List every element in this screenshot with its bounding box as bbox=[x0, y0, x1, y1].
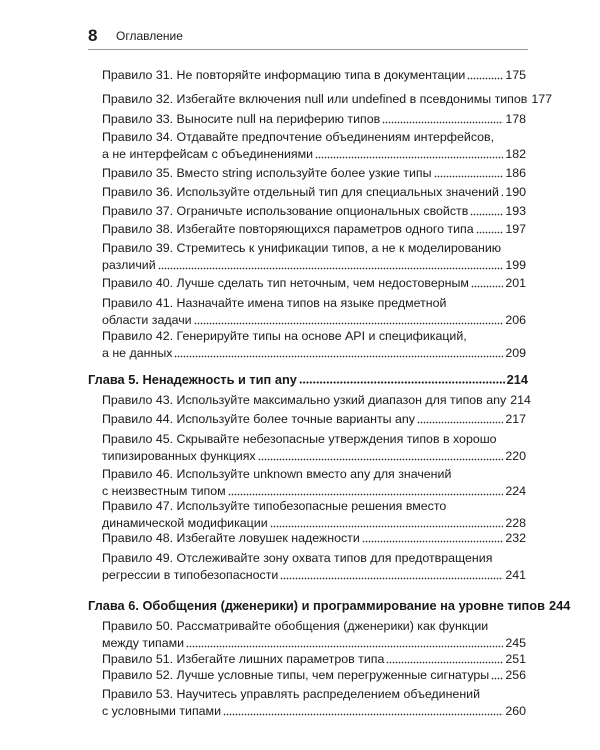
dot-leader bbox=[362, 540, 504, 543]
toc-entry-text: Правило 48. Избегайте ловушек надежности bbox=[102, 531, 360, 545]
toc-entry-text: с неизвестным типом bbox=[102, 484, 226, 498]
toc-page-number: 224 bbox=[505, 484, 526, 498]
toc-rule-entry[interactable] bbox=[102, 203, 526, 220]
toc-rule-entry[interactable] bbox=[102, 667, 526, 684]
dot-leader bbox=[228, 493, 504, 496]
toc-rule-entry[interactable] bbox=[102, 295, 526, 329]
toc-entry-text: Правило 36. Используйте отдельный тип для специальных значений bbox=[102, 185, 499, 199]
toc-entry-text: Правило 51. Избегайте лишних параметров типа bbox=[102, 652, 385, 666]
toc-entry-text: Правило 33. Выносите null на периферию типов bbox=[102, 112, 381, 126]
toc-page-number: 214 bbox=[510, 393, 531, 407]
toc-rule-entry[interactable] bbox=[102, 651, 526, 668]
toc-rule-entry[interactable] bbox=[102, 91, 553, 108]
toc-entry-text: Правило 35. Вместо string используйте более узкие типы bbox=[102, 166, 432, 180]
toc-rule-entry[interactable] bbox=[102, 165, 526, 182]
toc-entry-text: Правило 42. Генерируйте типы на основе API и спецификаций, bbox=[102, 329, 467, 343]
running-title: Оглавление bbox=[116, 29, 183, 43]
toc-rule-entry[interactable] bbox=[102, 221, 526, 238]
toc-page-number: 220 bbox=[505, 449, 526, 463]
toc-entry-text: Глава 6. Обобщения (дженерики) и программирование на уровне типов bbox=[88, 598, 545, 613]
dot-leader bbox=[467, 77, 503, 80]
toc-entry-text: а не данных bbox=[102, 346, 173, 360]
toc-entry-text: Правило 32. Избегайте включения null или undefined в псевдонимы типов bbox=[102, 92, 528, 106]
header-divider bbox=[88, 49, 528, 50]
toc-rule-entry[interactable] bbox=[102, 328, 526, 362]
toc-page-number: 251 bbox=[505, 652, 526, 666]
toc-entry-text: регрессии в типобезопасности bbox=[102, 568, 279, 582]
toc-rule-entry[interactable] bbox=[102, 275, 526, 292]
dot-leader bbox=[434, 175, 504, 178]
dot-leader bbox=[258, 458, 504, 461]
dot-leader bbox=[470, 213, 503, 216]
dot-leader bbox=[315, 156, 503, 159]
toc-chapter-entry[interactable] bbox=[88, 371, 528, 388]
toc-entry-text: с условными типами bbox=[102, 704, 221, 718]
toc-rule-entry[interactable] bbox=[102, 466, 526, 500]
page-number: 8 bbox=[88, 26, 98, 45]
dot-leader bbox=[174, 355, 503, 358]
toc-rule-entry[interactable] bbox=[102, 431, 526, 465]
toc-entry-text: Правило 39. Стремитесь к унификации типов, а не к моделированию bbox=[102, 241, 502, 255]
toc-page-number: 197 bbox=[505, 222, 526, 236]
toc-page-number: 217 bbox=[505, 412, 526, 426]
toc-entry-text: Правило 43. Используйте максимально узкий диапазон для типов any bbox=[102, 393, 507, 407]
toc-rule-entry[interactable] bbox=[102, 550, 526, 584]
toc-page-number: 260 bbox=[505, 704, 526, 718]
toc-entry-text: динамической модификации bbox=[102, 516, 268, 530]
toc-entry-text: Глава 5. Ненадежность и тип any bbox=[88, 372, 297, 387]
dot-leader bbox=[186, 645, 503, 648]
toc-entry-text: Правило 41. Назначайте имена типов на языке предметной bbox=[102, 296, 447, 310]
toc-entry-text: между типами bbox=[102, 636, 185, 650]
toc-entry-text: Правило 34. Отдавайте предпочтение объединениям интерфейсов, bbox=[102, 130, 495, 144]
toc-entry-text: Правило 52. Лучше условные типы, чем перегруженные сигнатуры bbox=[102, 668, 490, 682]
toc-rule-entry[interactable] bbox=[102, 129, 526, 163]
dot-leader bbox=[223, 713, 503, 716]
toc-rule-entry[interactable] bbox=[102, 498, 526, 532]
toc-entry-text: Правило 46. Используйте unknown вместо any для значений bbox=[102, 467, 452, 481]
toc-entry-text: а не интерфейсам с объединениями bbox=[102, 147, 314, 161]
toc-page-number: 186 bbox=[505, 166, 526, 180]
toc-page-number: 214 bbox=[506, 372, 528, 387]
toc-page-number: 241 bbox=[505, 568, 526, 582]
toc-entry-text: различий bbox=[102, 258, 156, 272]
toc-page-number: 199 bbox=[505, 258, 526, 272]
toc-entry-text: Правило 50. Рассматривайте обобщения (дженерики) как функции bbox=[102, 619, 489, 633]
toc-page-number: 256 bbox=[505, 668, 526, 682]
toc-entry-text: Правило 49. Отслеживайте зону охвата типов для предотвращения bbox=[102, 551, 493, 565]
toc-page-number: 228 bbox=[505, 516, 526, 530]
toc-page-number: 206 bbox=[505, 313, 526, 327]
toc-rule-entry[interactable] bbox=[102, 686, 526, 720]
toc-rule-entry[interactable] bbox=[102, 411, 526, 428]
toc-entry-text: Правило 40. Лучше сделать тип неточным, чем недостоверным bbox=[102, 276, 469, 290]
toc-entry-text: Правило 37. Ограничьте использование опциональных свойств bbox=[102, 204, 469, 218]
dot-leader bbox=[270, 525, 504, 528]
toc-page-number: 182 bbox=[505, 147, 526, 161]
toc-page-number: 244 bbox=[548, 598, 571, 613]
toc-rule-entry[interactable] bbox=[102, 530, 526, 547]
toc-rule-entry[interactable] bbox=[102, 392, 531, 409]
toc-rule-entry[interactable] bbox=[102, 184, 526, 201]
toc-entry-text: Правило 38. Избегайте повторяющихся параметров одного типа bbox=[102, 222, 474, 236]
toc-page-number: 175 bbox=[505, 68, 526, 82]
toc-page-number: 209 bbox=[505, 346, 526, 360]
toc-entry-text: типизированных функциях bbox=[102, 449, 256, 463]
toc-page-number: 193 bbox=[505, 204, 526, 218]
dot-leader bbox=[471, 285, 503, 288]
toc-entry-text: Правило 31. Не повторяйте информацию типа в документации bbox=[102, 68, 466, 82]
dot-leader bbox=[194, 322, 504, 325]
dot-leader bbox=[501, 194, 503, 197]
toc-page-number: 245 bbox=[505, 636, 526, 650]
toc-page-number: 201 bbox=[505, 276, 526, 290]
toc-entry-text: области задачи bbox=[102, 313, 192, 327]
toc-page-number: 177 bbox=[531, 92, 553, 106]
toc-rule-entry[interactable] bbox=[102, 240, 526, 274]
toc-chapter-entry[interactable] bbox=[88, 597, 571, 614]
toc-entry-text: Правило 44. Используйте более точные варианты any bbox=[102, 412, 415, 426]
toc-page-number: 178 bbox=[505, 112, 526, 126]
toc-page-number: 190 bbox=[505, 185, 526, 199]
dot-leader bbox=[386, 661, 503, 664]
toc-entry-text: Правило 53. Научитесь управлять распределением объединений bbox=[102, 687, 481, 701]
dot-leader bbox=[299, 381, 505, 384]
dot-leader bbox=[476, 231, 504, 234]
toc-rule-entry[interactable] bbox=[102, 67, 526, 84]
toc-entry-text: Правило 47. Используйте типобезопасные решения вместо bbox=[102, 499, 447, 513]
dot-leader bbox=[158, 267, 504, 270]
dot-leader bbox=[417, 421, 503, 424]
page-header bbox=[88, 26, 528, 50]
dot-leader bbox=[280, 577, 503, 580]
toc-rule-entry[interactable] bbox=[102, 111, 526, 128]
dot-leader bbox=[382, 121, 503, 124]
toc-entry-text: Правило 45. Скрывайте небезопасные утверждения типов в хорошо bbox=[102, 432, 497, 446]
toc-rule-entry[interactable] bbox=[102, 618, 526, 652]
dot-leader bbox=[491, 677, 503, 680]
toc-page-number: 232 bbox=[505, 531, 526, 545]
